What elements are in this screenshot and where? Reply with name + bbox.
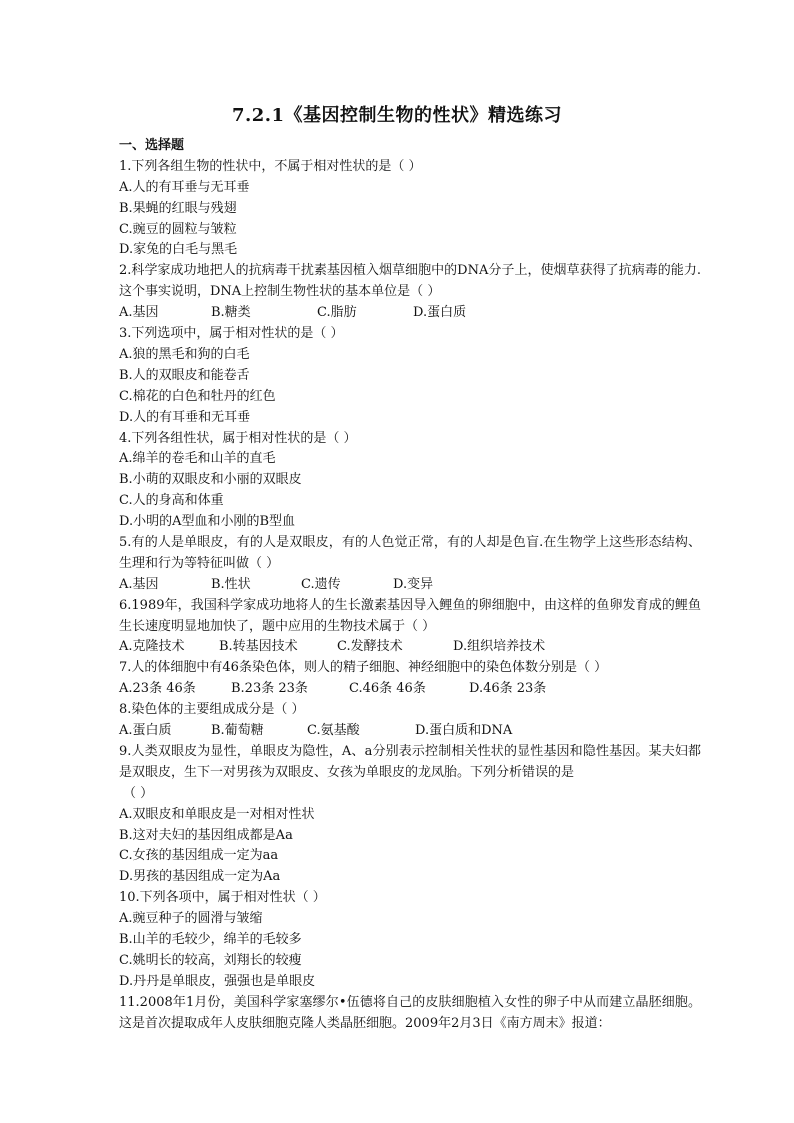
question-2-option-c: C.脂肪 <box>317 305 357 321</box>
question-2-stem: 2.科学家成功地把人的抗病毒干扰素基因植入烟草细胞中的DNA分子上，使烟草获得了抗病毒的能力.这个事实说明，DNA上控制生物性状的基本单位是（ ） <box>119 263 701 300</box>
page-title: 7.2.1《基因控制生物的性状》精选练习 <box>231 105 563 126</box>
question-8-option-a: A.蛋白质 <box>119 723 172 739</box>
question-4-option-d: D.小明的A型血和小刚的B型血 <box>119 514 296 530</box>
question-7-option-a: A.23条 46条 <box>119 681 196 697</box>
question-9-option-a: A.双眼皮和单眼皮是一对相对性状 <box>119 806 315 822</box>
question-10-option-c: C.姚明长的较高，刘翔长的较瘦 <box>119 952 302 968</box>
question-5-option-d: D.变异 <box>393 576 434 592</box>
question-8-option-c: C.氨基酸 <box>307 723 360 739</box>
question-3-option-d: D.人的有耳垂和无耳垂 <box>119 409 251 425</box>
question-9-option-c: C.女孩的基因组成一定为aa <box>119 848 279 864</box>
question-8-stem: 8.染色体的主要组成成分是（ ） <box>119 702 305 718</box>
question-5-option-b: B.性状 <box>211 576 251 592</box>
question-3-option-c: C.棉花的白色和牡丹的红色 <box>119 388 276 404</box>
question-4-stem: 4.下列各组性状，属于相对性状的是（ ） <box>119 430 357 446</box>
question-1-option-d: D.家兔的白毛与黑毛 <box>119 242 238 258</box>
question-4-option-b: B.小萌的双眼皮和小丽的双眼皮 <box>119 472 302 488</box>
question-4-option-a: A.绵羊的卷毛和山羊的直毛 <box>119 451 276 467</box>
question-6-stem: 6.1989年，我国科学家成功地将人的生长激素基因导入鲤鱼的卵细胞中，由这样的鱼卵发育成的鲤鱼生长速度明显地加快了，题中应用的生物技术属于（ ） <box>119 597 701 634</box>
question-7-option-d: D.46条 23条 <box>469 681 547 697</box>
section-heading: 一、选择题 <box>119 138 185 153</box>
question-9-option-d: D.男孩的基因组成一定为Aa <box>119 869 281 885</box>
question-6-option-b: B.转基因技术 <box>219 639 298 655</box>
question-9-option-b: B.这对夫妇的基因组成都是Aa <box>119 827 293 843</box>
question-3-option-b: B.人的双眼皮和能卷舌 <box>119 367 250 383</box>
question-7-options <box>119 679 701 700</box>
question-10-option-b: B.山羊的毛较少，绵羊的毛较多 <box>119 931 302 947</box>
question-5-option-a: A.基因 <box>119 576 159 592</box>
question-9-stem: 9.人类双眼皮为显性，单眼皮为隐性，A、a分别表示控制相关性状的显性基因和隐性基因。某夫妇都是双眼皮，生下一对男孩为双眼皮、女孩为单眼皮的龙凤胎。下列分析错误的是 <box>119 743 701 780</box>
question-2-option-a: A.基因 <box>119 305 159 321</box>
question-7-option-b: B.23条 23条 <box>231 681 308 697</box>
question-5-stem: 5.有的人是单眼皮，有的人是双眼皮，有的人色觉正常，有的人却是色盲.在生物学上这些形态结构、生理和行为等特征叫做（ ） <box>119 534 701 571</box>
question-2-option-d: D.蛋白质 <box>413 305 467 321</box>
question-5-options <box>119 575 701 596</box>
question-10-option-a: A.豌豆种子的圆滑与皱缩 <box>119 911 263 927</box>
question-6-option-c: C.发酵技术 <box>337 639 403 655</box>
question-8-options <box>119 721 701 742</box>
question-1-stem: 1.下列各组生物的性状中，不属于相对性状的是（ ） <box>119 158 422 174</box>
question-list <box>119 136 701 1034</box>
question-5-option-c: C.遗传 <box>301 576 341 592</box>
question-2-options <box>119 303 701 324</box>
question-11-stem: 11.2008年1月份，美国科学家塞缪尔•伍德将自己的皮肤细胞植入女性的卵子中从而建立晶胚细胞。这是首次提取成年人皮肤细胞克隆人类晶胚细胞。2009年2月3日《南方周末》报道： <box>119 994 701 1031</box>
question-6-options <box>119 637 701 658</box>
question-3-stem: 3.下列选项中，属于相对性状的是（ ） <box>119 326 344 342</box>
question-8-option-d: D.蛋白质和DNA <box>415 723 513 739</box>
question-10-stem: 10.下列各项中，属于相对性状（ ） <box>119 890 326 906</box>
question-6-option-d: D.组织培养技术 <box>453 639 546 655</box>
question-7-option-c: C.46条 46条 <box>349 681 426 697</box>
question-9-answer-paren: （ ） <box>123 785 154 801</box>
question-3-option-a: A.狼的黑毛和狗的白毛 <box>119 346 250 362</box>
question-7-stem: 7.人的体细胞中有46条染色体，则人的精子细胞、神经细胞中的染色体数分别是（ ） <box>119 660 608 676</box>
question-6-option-a: A.克隆技术 <box>119 639 185 655</box>
question-4-option-c: C.人的身高和体重 <box>119 493 224 509</box>
question-1-option-c: C.豌豆的圆粒与皱粒 <box>119 221 237 237</box>
question-1-option-a: A.人的有耳垂与无耳垂 <box>119 179 250 195</box>
question-8-option-b: B.葡萄糖 <box>211 723 264 739</box>
question-10-option-d: D.丹丹是单眼皮，强强也是单眼皮 <box>119 973 316 989</box>
question-2-option-b: B.糖类 <box>211 305 251 321</box>
question-1-option-b: B.果蝇的红眼与残翅 <box>119 200 237 216</box>
